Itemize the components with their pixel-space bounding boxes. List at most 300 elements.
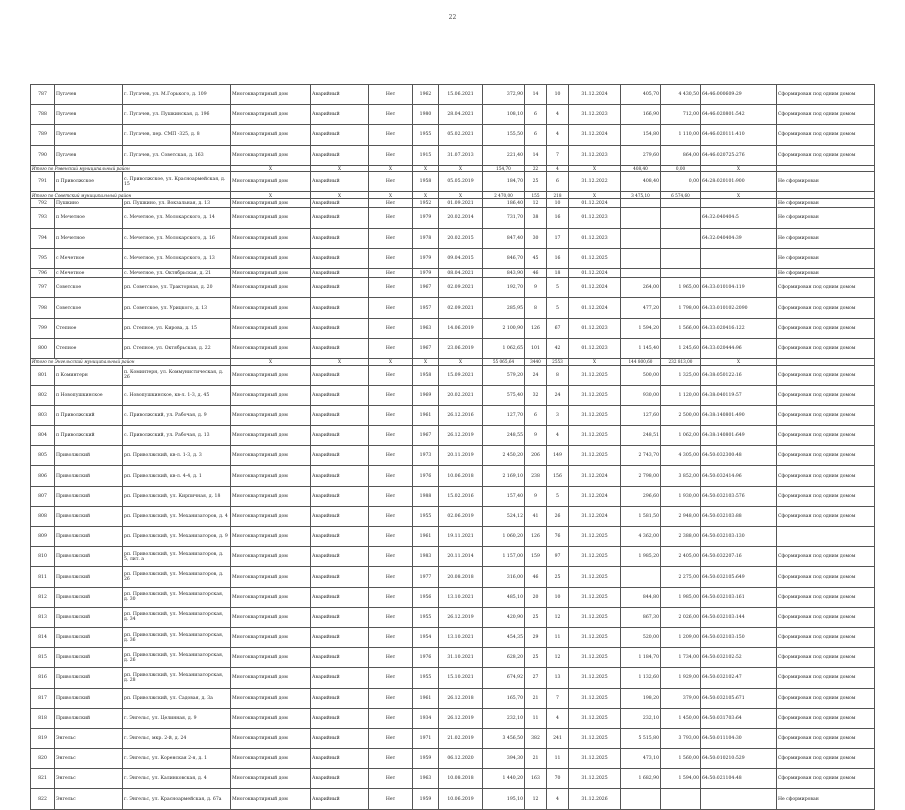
subtotal-label: Итого по Ровенский муниципальный район [31, 165, 231, 172]
table-cell: Аварийный [311, 172, 369, 192]
table-cell: 67 [547, 318, 569, 338]
table-cell: 1961 [413, 405, 439, 425]
table-cell: п Приволжское [55, 172, 123, 192]
table-cell: 22 [525, 165, 547, 172]
table-cell: рп. Приволжский, кв-л. 4-4, д. 1 [123, 466, 231, 486]
table-row [31, 145, 875, 165]
table-row [31, 668, 875, 688]
table-cell: Приволжский [55, 668, 123, 688]
table-cell: 64:50:032105:671 [701, 688, 777, 708]
table-cell: 790 [31, 145, 55, 165]
table-cell: 20.02.2014 [439, 208, 483, 228]
table-cell: 31.12.2025 [569, 749, 621, 769]
table-row [31, 172, 875, 192]
table-cell: 264,00 [621, 278, 661, 298]
table-cell: X [231, 192, 311, 199]
table-cell: X [701, 359, 777, 366]
table-cell: Многоквартирный дом [231, 85, 311, 105]
table-cell: 64:50:032207:16 [701, 547, 777, 567]
table-cell: Аварийный [311, 769, 369, 789]
table-cell: 31.12.2022 [569, 172, 621, 192]
table-cell: 31.12.2025 [569, 688, 621, 708]
table-cell: 38 [525, 208, 547, 228]
table-cell: 4 [547, 426, 569, 446]
table-cell: Сформирован под одним домом [777, 405, 875, 425]
table-row [31, 385, 875, 405]
table-cell: 3 [547, 405, 569, 425]
table-cell: Нет [369, 85, 413, 105]
table-cell: 2 100,90 [483, 318, 525, 338]
table-cell [621, 567, 661, 587]
table-cell: Сформирован под одним домом [777, 749, 875, 769]
table-cell: Многоквартирный дом [231, 385, 311, 405]
table-cell: Многоквартирный дом [231, 789, 311, 809]
table-cell: 819 [31, 728, 55, 748]
table-cell: Пугачев [55, 145, 123, 165]
table-cell: 477,20 [621, 298, 661, 318]
table-cell: 1 325,00 [661, 365, 701, 385]
table-cell: 195,10 [483, 789, 525, 809]
table-cell: Нет [369, 145, 413, 165]
table-cell: Нет [369, 527, 413, 547]
table-cell: Многоквартирный дом [231, 125, 311, 145]
table-cell: 13 [547, 668, 569, 688]
table-cell: 1959 [413, 789, 439, 809]
table-cell: 232,10 [483, 708, 525, 728]
table-cell: Многоквартирный дом [231, 567, 311, 587]
table-cell: 64:50:032103:150 [701, 627, 777, 647]
table-cell: Сформирован под одним домом [777, 385, 875, 405]
table-row [31, 318, 875, 338]
table-cell: 01.12.2023 [569, 338, 621, 358]
table-cell: Аварийный [311, 426, 369, 446]
table-cell: 64:33:020444:96 [701, 338, 777, 358]
table-row [31, 547, 875, 567]
table-cell: 64:50:032103:576 [701, 486, 777, 506]
table-row [31, 567, 875, 587]
table-cell: 46 [525, 567, 547, 587]
table-cell: Нет [369, 198, 413, 207]
table-cell: Не сформирован [777, 198, 875, 207]
table-cell: г. Пугачев, ул. М.Горького, д. 109 [123, 85, 231, 105]
table-cell: 10 [547, 587, 569, 607]
table-cell: 1962 [413, 85, 439, 105]
table-cell [661, 268, 701, 277]
table-cell: 31.12.2026 [569, 789, 621, 809]
table-cell: 166,90 [621, 105, 661, 125]
table-cell: Многоквартирный дом [231, 405, 311, 425]
table-cell: 31.12.2025 [569, 607, 621, 627]
table-cell: Многоквартирный дом [231, 446, 311, 466]
table-cell: Аварийный [311, 278, 369, 298]
table-cell: 20.11.2019 [439, 446, 483, 466]
table-cell: Нет [369, 105, 413, 125]
table-cell: 1 682,90 [621, 769, 661, 789]
table-cell: п Мечетное [55, 228, 123, 248]
table-cell: 579,20 [483, 365, 525, 385]
table-row [31, 105, 875, 125]
table-cell: 3 793,00 [661, 728, 701, 748]
table-cell: 46 [525, 268, 547, 277]
table-cell: рп. Приволжский, ул. Кирпичная, д. 18 [123, 486, 231, 506]
table-cell: 1983 [413, 547, 439, 567]
table-cell: Энгельс [55, 728, 123, 748]
table-cell: 3 456,50 [483, 728, 525, 748]
table-row [31, 426, 875, 446]
table-cell: 394,30 [483, 749, 525, 769]
subtotal-label: Итого по Энгельсский муниципальный район [31, 359, 231, 366]
table-cell: Приволжский [55, 466, 123, 486]
table-cell: 14.06.2019 [439, 318, 483, 338]
table-cell: п. Коминтерн, ул. Коммунистическая, д. 26 [123, 365, 231, 385]
table-cell: Не сформирован [777, 789, 875, 809]
table-cell: Аварийный [311, 405, 369, 425]
table-cell: 05.05.2019 [439, 172, 483, 192]
table-cell: Сформирован под одним домом [777, 145, 875, 165]
table-cell: Сформирован под одним домом [777, 365, 875, 385]
table-cell: 154,70 [483, 165, 525, 172]
table-cell: 2 948,00 [661, 506, 701, 526]
table-row [31, 125, 875, 145]
table-cell: 1 560,00 [661, 749, 701, 769]
table-cell: 64:46:020111:410 [701, 125, 777, 145]
table-cell: 1973 [413, 446, 439, 466]
table-cell: Нет [369, 278, 413, 298]
table-cell: Аварийный [311, 125, 369, 145]
table-cell: 7 [547, 688, 569, 708]
table-cell [621, 208, 661, 228]
table-cell: 1 798,00 [661, 298, 701, 318]
table-cell: 64:50:032103:88 [701, 506, 777, 526]
table-cell: Многоквартирный дом [231, 318, 311, 338]
table-cell: 1 120,00 [661, 385, 701, 405]
table-cell: 31.12.2025 [569, 567, 621, 587]
table-cell: Нет [369, 486, 413, 506]
table-cell: 31.12.2025 [569, 728, 621, 748]
table-cell: Приволжский [55, 648, 123, 668]
table-cell: 01.12.2023 [569, 208, 621, 228]
table-cell: Энгельс [55, 789, 123, 809]
table-cell: 64:32:040404:39 [701, 228, 777, 248]
table-cell: Аварийный [311, 749, 369, 769]
table-row [31, 198, 875, 207]
table-cell: X [413, 192, 439, 199]
table-body [31, 85, 875, 810]
table-cell: Аварийный [311, 506, 369, 526]
table-cell: 42 [547, 338, 569, 358]
table-cell: 816 [31, 668, 55, 688]
table-cell: 241 [547, 728, 569, 748]
table-cell: 807 [31, 486, 55, 506]
table-cell: Пушкино [55, 198, 123, 207]
table-cell: Аварийный [311, 547, 369, 567]
table-cell: 712,00 [661, 105, 701, 125]
table-cell: рп. Приволжский, кв-л. 1-3, д. 3 [123, 446, 231, 466]
table-cell: 108,10 [483, 105, 525, 125]
table-cell: 1961 [413, 527, 439, 547]
table-cell: 800 [31, 338, 55, 358]
table-cell: рп. Степное, ул. Октябрьская, д. 22 [123, 338, 231, 358]
table-cell: 3 852,00 [661, 466, 701, 486]
table-cell: 2 798,00 [621, 466, 661, 486]
table-cell: 02.09.2021 [439, 278, 483, 298]
table-row [31, 728, 875, 748]
table-cell: 1963 [413, 769, 439, 789]
table-cell: 31.12.2025 [569, 385, 621, 405]
table-cell: Сформирован под одним домом [777, 668, 875, 688]
table-cell: Аварийный [311, 208, 369, 228]
table-cell: 1979 [413, 268, 439, 277]
table-cell: Нет [369, 446, 413, 466]
table-cell: 1 062,00 [661, 426, 701, 446]
table-cell: 810 [31, 547, 55, 567]
table-cell: 17 [547, 228, 569, 248]
table-cell: X [369, 192, 413, 199]
table-cell: 01.12.2024 [569, 268, 621, 277]
table-cell: Сформирован под одним домом [777, 466, 875, 486]
table-cell: Многоквартирный дом [231, 506, 311, 526]
table-cell: 64:33:010104:119 [701, 278, 777, 298]
table-cell: Многоквартирный дом [231, 708, 311, 728]
table-cell: 787 [31, 85, 55, 105]
table-cell: 2553 [547, 359, 569, 366]
table-cell: Аварийный [311, 486, 369, 506]
table-cell: 0,00 [661, 172, 701, 192]
table-cell: рп. Приволжский, ул. Садовая, д. 3а [123, 688, 231, 708]
table-cell: 847,40 [483, 228, 525, 248]
table-cell: 127,70 [483, 405, 525, 425]
table-cell: 09.04.2015 [439, 248, 483, 268]
table-cell: 25 [525, 607, 547, 627]
table-cell: 31.12.2025 [569, 426, 621, 446]
table-cell: 64:28:020101:900 [701, 172, 777, 192]
table-cell: 64:38:040119:57 [701, 385, 777, 405]
page-number: 22 [448, 14, 457, 21]
table-cell: Аварийный [311, 318, 369, 338]
table-cell: 6 [525, 405, 547, 425]
table-cell: Аварийный [311, 298, 369, 318]
table-cell: 4 305,00 [661, 446, 701, 466]
table-cell: 14 [525, 85, 547, 105]
table-cell: 4 [547, 165, 569, 172]
table-cell: г. Пугачев, пер. СМП -325, д. 8 [123, 125, 231, 145]
table-cell: Нет [369, 607, 413, 627]
table-cell: 11 [547, 749, 569, 769]
table-cell: 08.04.2021 [439, 268, 483, 277]
table-cell: 23.06.2019 [439, 338, 483, 358]
table-cell [661, 789, 701, 809]
table-cell: 186,40 [483, 198, 525, 207]
table-cell: Не сформирован [777, 172, 875, 192]
table-cell: X [311, 359, 369, 366]
table-row [31, 587, 875, 607]
table-cell: 316,00 [483, 567, 525, 587]
table-cell: 31.12.2025 [569, 587, 621, 607]
table-cell: 811 [31, 567, 55, 587]
table-cell: Сформирован под одним домом [777, 506, 875, 526]
table-cell: 31.12.2024 [569, 486, 621, 506]
table-cell: Аварийный [311, 527, 369, 547]
table-cell: 296,60 [621, 486, 661, 506]
table-cell: рп. Пушкино, ул. Вокзальная, д. 13 [123, 198, 231, 207]
table-cell: рп. Приволжский, ул. Механизаторская, д. 30 [123, 587, 231, 607]
table-cell: 02.09.2021 [439, 298, 483, 318]
table-cell [701, 268, 777, 277]
table-cell: 1 440,20 [483, 769, 525, 789]
table-cell: 1 930,00 [661, 486, 701, 506]
table-row [31, 446, 875, 466]
table-cell: 20.02.2021 [439, 385, 483, 405]
table-cell: 3 475,10 [621, 192, 661, 199]
table-cell: Нет [369, 466, 413, 486]
table-cell: 1971 [413, 728, 439, 748]
table-cell: 520,00 [621, 627, 661, 647]
table-cell: X [231, 165, 311, 172]
table-cell: 820 [31, 749, 55, 769]
table-cell: 867,30 [621, 607, 661, 627]
table-cell: Приволжский [55, 607, 123, 627]
table-cell [661, 208, 701, 228]
table-cell: 248,51 [621, 426, 661, 446]
table-cell: рп. Приволжский, ул. Механизаторов, д. 5, лит. а [123, 547, 231, 567]
table-cell: Многоквартирный дом [231, 228, 311, 248]
table-cell: X [231, 359, 311, 366]
table-cell: 26 [547, 506, 569, 526]
table-cell: 5 [547, 486, 569, 506]
table-cell: 27 [525, 668, 547, 688]
table-cell: X [439, 165, 483, 172]
table-cell: Многоквартирный дом [231, 527, 311, 547]
table-cell: 799 [31, 318, 55, 338]
table-cell: п Коминтерн [55, 365, 123, 385]
table-cell: 817 [31, 688, 55, 708]
table-cell: 864,00 [661, 145, 701, 165]
table-cell: 25 [525, 172, 547, 192]
table-cell: Многоквартирный дом [231, 298, 311, 318]
table-cell: X [369, 359, 413, 366]
table-cell: 803 [31, 405, 55, 425]
table-cell: X [701, 165, 777, 172]
table-cell: 1915 [413, 145, 439, 165]
table-cell: 674,92 [483, 668, 525, 688]
table-cell: 1980 [413, 105, 439, 125]
table-cell: Многоквартирный дом [231, 365, 311, 385]
table-cell: рп. Приволжский, ул. Механизаторов, д. 26 [123, 567, 231, 587]
table-cell: Приволжский [55, 708, 123, 728]
table-cell: 1 184,70 [621, 648, 661, 668]
table-cell: 64:33:010102:2090 [701, 298, 777, 318]
table-cell: 818 [31, 708, 55, 728]
table-cell: 2 275,00 [661, 567, 701, 587]
table-cell: Пугачев [55, 85, 123, 105]
table-cell: X [569, 165, 621, 172]
table-cell: Многоквартирный дом [231, 749, 311, 769]
table-cell: 28.04.2021 [439, 105, 483, 125]
table-cell: 1 110,00 [661, 125, 701, 145]
table-cell: 1934 [413, 708, 439, 728]
table-cell: 805 [31, 446, 55, 466]
table-cell: 1956 [413, 587, 439, 607]
table-cell: 45 [525, 248, 547, 268]
table-cell: 15.09.2021 [439, 365, 483, 385]
table-cell: Нет [369, 405, 413, 425]
table-cell: 2 026,00 [661, 607, 701, 627]
table-cell: 31.12.2025 [569, 668, 621, 688]
table-cell: 8 [547, 365, 569, 385]
table-cell: 11 [525, 708, 547, 728]
table-cell: 473,10 [621, 749, 661, 769]
table-cell: Не сформирован [777, 248, 875, 268]
table-cell: г. Энгельс, ул. Коренская 2-я, д. 1 [123, 749, 231, 769]
table-cell: 408,40 [621, 165, 661, 172]
table-cell: 31.12.2025 [569, 708, 621, 728]
table-cell: 26.12.2019 [439, 708, 483, 728]
table-cell: 206 [525, 446, 547, 466]
table-cell: 10.06.2019 [439, 789, 483, 809]
table-cell: г. Энгельс, ул. Калинковская, д. 4 [123, 769, 231, 789]
table-cell: Аварийный [311, 567, 369, 587]
table-cell: 930,00 [621, 385, 661, 405]
table-cell: Сформирован под одним домом [777, 278, 875, 298]
table-cell: 24 [547, 385, 569, 405]
table-cell: рп. Приволжский, ул. Механизаторская, д. 26 [123, 648, 231, 668]
table-cell: 16 [547, 248, 569, 268]
table-cell: рп. Приволжский, ул. Механизаторская, д. 36 [123, 627, 231, 647]
table-cell: рп. Приволжский, ул. Механизаторская, д. 34 [123, 607, 231, 627]
table-cell: 4 [547, 125, 569, 145]
table-cell: 156 [547, 466, 569, 486]
table-cell: 796 [31, 268, 55, 277]
table-cell: 64:38:140801:649 [701, 426, 777, 446]
table-cell: 1967 [413, 278, 439, 298]
table-row [31, 268, 875, 277]
table-cell: 1955 [413, 607, 439, 627]
table-cell: с. Мечетное, ул. Октябрьская, д. 21 [123, 268, 231, 277]
table-cell: Нет [369, 426, 413, 446]
table-cell: с. Новопушкинское, кв-л. 1-3, д. 45 [123, 385, 231, 405]
table-cell: 792 [31, 198, 55, 207]
table-cell: Нет [369, 688, 413, 708]
table-cell: Сформирован под одним домом [777, 587, 875, 607]
table-cell: 1979 [413, 248, 439, 268]
table-cell: 01.09.2021 [439, 198, 483, 207]
table-cell: Аварийный [311, 668, 369, 688]
table-cell: 126 [525, 527, 547, 547]
table-cell: 64:50:032414:96 [701, 466, 777, 486]
table-cell: Аварийный [311, 85, 369, 105]
table-cell: 2 743,70 [621, 446, 661, 466]
table-cell: Нет [369, 338, 413, 358]
table-cell: 628,20 [483, 648, 525, 668]
table-cell: 4 [547, 105, 569, 125]
table-cell: 1957 [413, 298, 439, 318]
table-cell: 64:50:032105:649 [701, 567, 777, 587]
table-cell: Нет [369, 708, 413, 728]
table-cell: 10 [547, 85, 569, 105]
table-cell: Многоквартирный дом [231, 607, 311, 627]
table-cell: 2 169,10 [483, 466, 525, 486]
table-cell: рп. Советское, ул. Урицкого, д. 13 [123, 298, 231, 318]
table-cell: 232 813,00 [661, 359, 701, 366]
table-cell: 9 [525, 426, 547, 446]
table-cell: 1963 [413, 318, 439, 338]
table-cell: 64:33:020416:122 [701, 318, 777, 338]
table-cell: X [369, 165, 413, 172]
table-cell: 232,10 [621, 708, 661, 728]
table-cell: Приволжский [55, 506, 123, 526]
table-cell: Нет [369, 365, 413, 385]
table-cell: 31.12.2023 [569, 145, 621, 165]
